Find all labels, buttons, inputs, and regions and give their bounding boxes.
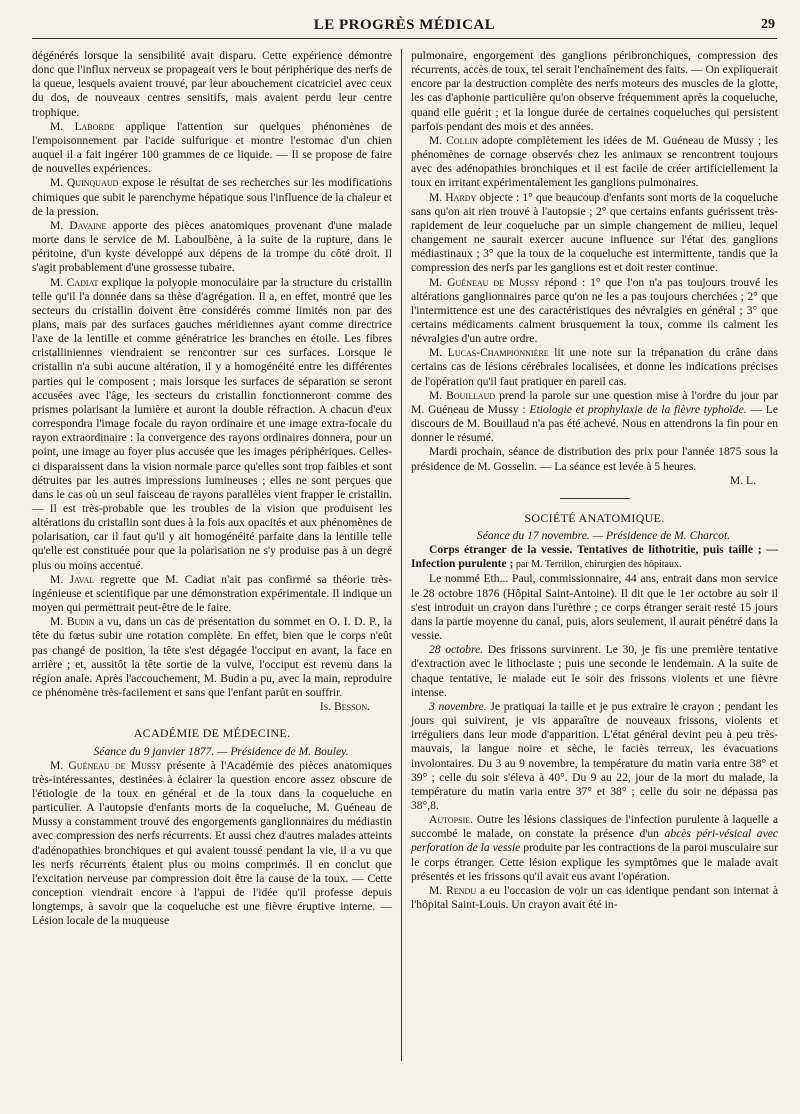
paragraph <box>32 759 392 929</box>
paragraph-text: adopte complètement les idées de M. Guéneau de Mussy ; les phénomènes de cornage observés chez les animaux se rencontrent toujours avec des adénopathies bronchiques et il est facile de créer artificiellement la toux en irritant expérimentalement les ganglions pulmonaires. <box>411 133 778 190</box>
paragraph-text: a vu, dans un cas de présentation du sommet en O. I. D. P., la tête du fœtus subir une rotation complète. En effet, bien que le corps n'eût pas changé de position, la tête s'est dégagée l'occiput en avant, la face en arrière ; et, aussitôt la tête sortie de la vulve, l'occiput est revenu dans la région anale. Après l'accouchement, M. Budin a pu, avec la main, reproduire ce phénomène très-facilement et sans que l'enfant parût en souffrir. <box>32 615 392 700</box>
journal-title: LE PROGRÈS MÉDICAL <box>313 17 496 33</box>
paragraph-text: — Le discours de M. Bouillaud n'a pas été achevé. Nous en attendrons la fin pour en donner le résumé. <box>411 402 779 445</box>
section-divider <box>560 498 630 499</box>
paragraph <box>32 573 392 615</box>
page-number: 29 <box>761 17 775 32</box>
paragraph-text: Outre les lésions classiques de l'infection purulente à laquelle a succombé le malade, on constate la présence d'un <box>411 813 778 841</box>
paragraph-text: objecte : 1° que beaucoup d'enfants sont morts de la coqueluche sans qu'on ait rien trouvé à l'autopsie ; 2° que certains enfants guérissent très-rapidement de leur coqueluche par un simple changement de milieu, lequel changement ne saurait exercer aucune influence sur l'état des ganglions médiastinaux ; 3° que la toux de la coqueluche est intermittente, tandis que la compression des nerfs par les ganglions est et doit rester continue. <box>411 190 778 275</box>
speaker-name: M. Quinquaud <box>50 176 119 190</box>
paragraph <box>32 120 392 177</box>
paragraph-text: a eu l'occasion de voir un cas identique pendant son internat à l'hôpital Saint-Louis. Un crayon avait été in- <box>411 883 778 912</box>
paragraph <box>411 276 778 347</box>
paragraph: dégénérés lorsque la sensibilité avait disparu. Cette expérience démontre donc que l'influx nerveux se propageait vers le bout périphérique des nerfs de la queue, lesquels avaient trouvé, par leur abouchement cicatriciel avec ceux du dos, de nouveaux centres sensitifs, mais avaient perdu leur centre trophique. <box>32 49 392 119</box>
speaker-name: M. Collin <box>429 133 478 147</box>
case-author: par M. Terrillon, chirurgien des hôpitaux. <box>513 559 682 571</box>
speaker-name: M. Cadiat <box>50 275 99 289</box>
speaker-name: M. Guéneau de Mussy <box>50 758 162 772</box>
session-line: Séance du 17 novembre. — Présidence de M. Charcot. <box>476 529 731 542</box>
paragraph-text: prend la parole sur une question mise à l'ordre du jour par M. Guéneau de Mussy : <box>411 388 778 416</box>
paragraph <box>32 276 392 573</box>
speaker-name: M. Bouillaud <box>429 388 496 402</box>
paragraph <box>32 615 392 700</box>
speaker-name: M. Lucas-Championnière <box>429 346 549 360</box>
paragraph-text: applique l'attention sur quelques phénomènes de l'empoisonnement par l'acide sulfurique et montre l'estomac d'un chien auquel il a fait ingérer 100 grammes de ce liquide. — Il se propose de faire de nouvelles expériences. <box>32 119 393 176</box>
speaker-name: M. Budin <box>50 615 95 629</box>
section-label: Autopsie. <box>429 813 474 827</box>
paragraph: Mardi prochain, séance de distribution des prix pour l'année 1875 sous la présidence de M. Gosselin. — La séance est levée à 5 heures. <box>411 445 778 473</box>
paragraph: pulmonaire, engorgement des ganglions péribronchiques, compression des récurrents, accès de toux, tel serait l'enchaînement des faits. — On expliquerait encore par la destruction complète des nerfs moteurs des muscles de la glotte, les cas d'aphonie particulière qu'on observe fréquemment après la coqueluche, quand elle guérit ; et la longue durée de certaines coqueluches qui persistent parfois pendant des mois et des années. <box>411 49 778 133</box>
paragraph-text: produite par les contractions de la paroi musculaire sur le corps étranger. Cette lésion explique les symptômes que le malade avait présentés et les frissons qu'il avait eus avant l'opération. <box>411 841 779 883</box>
case-title: Corps étranger de la vessie. Tentatives de lithotritie, puis taille ; — Infection purulente ; <box>411 543 778 571</box>
case-heading <box>411 543 778 572</box>
page-header <box>32 16 777 39</box>
section-title: ACADÉMIE DE MÉDECINE. <box>133 726 291 741</box>
column-divider <box>401 49 402 1061</box>
paragraph <box>411 134 778 191</box>
paragraph-text: Je pratiquai la taille et je pus extraire le crayon ; pendant les jours qui suivirent, je vis apparaître de nouveaux frissons, violents et irréguliers dans leur mode d'apparition. L'état général devint peu à peu très-mauvais, la langue noire et sèche, le faciès terreux, les évacuations involontaires. Du 3 au 9 novembre, la température du matin varia entre 38° et 39° ; celle du soir s'éleva à 40°. Du 9 au 22, jour de la mort du malade, la température du matin varia entre 37° et 38° ; celle du soir ne dépassa pas 38°,8. <box>411 699 778 812</box>
author-signature: M. L. <box>729 473 756 487</box>
paragraph-text: Des frissons survinrent. Le 30, je fis une première tentative d'extraction avec le lithoclaste ; puis une seconde le lendemain. A la suite de chaque tentative, le malade eut le soir des frissons violents et une fièvre intense. <box>411 643 778 699</box>
author-signature: Is. Besson. <box>319 700 370 714</box>
paragraph <box>411 643 778 700</box>
paragraph: Le nommé Eth... Paul, commissionnaire, 44 ans, entrait dans mon service le 28 octobre 1876 (Hôpital Saint-Antoine). Il dit que le 1er octobre au soir il s'est introduit un crayon dans l'urèthre ; ce corps étranger serait resté 15 jours dans la partie moyenne du canal, puis, alors seulement, il aurait pénétré dans la vessie. <box>411 572 778 643</box>
italic-emphasis: abcès péri-vésical avec perforation de la vessie <box>411 827 779 855</box>
section-title: SOCIÉTÉ ANATOMIQUE. <box>524 510 665 525</box>
paragraph-text: répond : 1° que l'on n'a pas toujours trouvé les altérations ganglionnaires parce qu'on ne les a pas toujours cherchées ; 2° que l'intermittence est une des caractéristiques des névralgies en général ; 3° que certains médicaments calment brusquement la toux, comme ils calment les névralgies d'un autre ordre. <box>411 275 778 346</box>
paragraph-text: regrette que M. Cadiat n'ait pas confirmé sa théorie très-ingénieuse et scientifique par une démonstration expérimentale. Il indique un moyen qui permettrait peut-être de le faire. <box>32 572 392 615</box>
italic-title: Etiologie et prophylaxie de la fièvre typhoïde. <box>529 402 747 416</box>
paragraph-text: présente à l'Académie des pièces anatomiques très-intéressantes, destinées à éclairer la question encore assez obscure de l'étiologie de la toux en général et de la toux dans la coqueluche en particulier. A l'autopsie d'enfants morts de la coqueluche, M. Guéneau de Mussy a constamment trouvé des engorgements ganglionnaires du médiastin avec compression des nerfs récurrents. Et aussi chez d'autres malades atteints d'adénopathies bronchiques et qui avaient toussé pendant la vie, il a vu que les nerfs récurrents étaient plus ou moins comprimés. Il en conclut que l'excitation nerveuse par compression doit être la cause de la toux. — Cette conception viendrait encore à l'appui de l'idée qu'il professe depuis longtemps, à savoir que la coqueluche est une fièvre éruptive interne. — Lésion locale de la muqueuse <box>32 758 392 928</box>
speaker-name: M. Rendu <box>429 883 477 897</box>
left-column <box>32 49 392 929</box>
date-label: 3 novembre. <box>429 699 487 713</box>
paragraph <box>32 176 392 218</box>
speaker-name: M. Laborde <box>50 119 115 133</box>
paragraph-text: explique la polyopie monoculaire par la structure du cristallin telle qu'il l'a donnée dans sa thèse d'agrégation. Il a, en effet, montré que les secteurs du cristallin doivent être considérés comme limités non par des plans, mais par des surfaces gauches méridiennes ayant comme directrice l'axe de la lentille et comme génératrice les branches en étoile. Les fibres cristalliniennes viendraient se rencontrer sur ces surfaces. Lorsque le cristallin n'a subi aucune altération, il y a homogénéité entre les différentes parties qui le composent ; mais lorsque les surfaces de séparation se seront accusées avec l'âge, les secteurs du cristallin fonctionneront comme des prismes polarisant la lumière et auront la double réfraction. A chacun d'eux correspondra l'image focale du rayon ordinaire et une image extra-focale du rayon extraordinaire : la convergence des rayons ordinaires donnera, pour un point, une image au foyer plus accusée que les images périphériques. Celles-ci disparaissent dans la vision normale parce qu'elles sont trop faibles et sont détruites par les autres impressions lumineuses ; elles ne sont perçues que dans le cas où un seul faisceau de rayons parallèles vient frapper le cristallin. — Il est très-probable que les troubles de la vision que produisent les altérations du cristallin sont dues à la fois aux opacités et aux phénomènes de polarisation, car il faut qu'il y ait homogénéité parfaite dans la lentille telle qu'elle est constituée pour que la polarisation ne s'y produise pas à un degré plus ou moins accentué. <box>32 275 392 572</box>
paragraph <box>411 191 778 276</box>
speaker-name: M. Davaine <box>50 218 107 232</box>
right-column <box>411 49 778 912</box>
paragraph <box>411 346 778 388</box>
session-line: Séance du 9 janvier 1877. — Présidence de M. Bouley. <box>93 744 349 758</box>
speaker-name: M. Guéneau de Mussy <box>429 275 540 289</box>
paragraph <box>411 813 778 884</box>
paragraph <box>411 700 778 813</box>
speaker-name: M. Javal <box>50 572 95 586</box>
paragraph-text: lit une note sur la trépanation du crâne dans certains cas de lésions cérébrales localisées, et donne les indications précises de l'opération qu'il faut pratiquer en pareil cas. <box>411 346 778 388</box>
paragraph-text: expose le résultat de ses recherches sur les modifications chimiques que subit le parenchyme hépatique sous l'influence de la chaleur et de la pression. <box>32 176 392 218</box>
paragraph <box>32 219 392 276</box>
paragraph <box>411 884 778 912</box>
paragraph <box>411 389 778 446</box>
date-label: 28 octobre. <box>429 643 484 657</box>
speaker-name: M. Hardy <box>429 190 477 204</box>
paragraph-text: apporte des pièces anatomiques provenant d'une malade morte dans le service de M. Laboulbène, à la suite de la rupture, dans le péritoine, d'un kyste développé aux dépens de la trompe du côté droit. Il s'agit probablement d'une grossesse tubaire. <box>32 218 392 275</box>
